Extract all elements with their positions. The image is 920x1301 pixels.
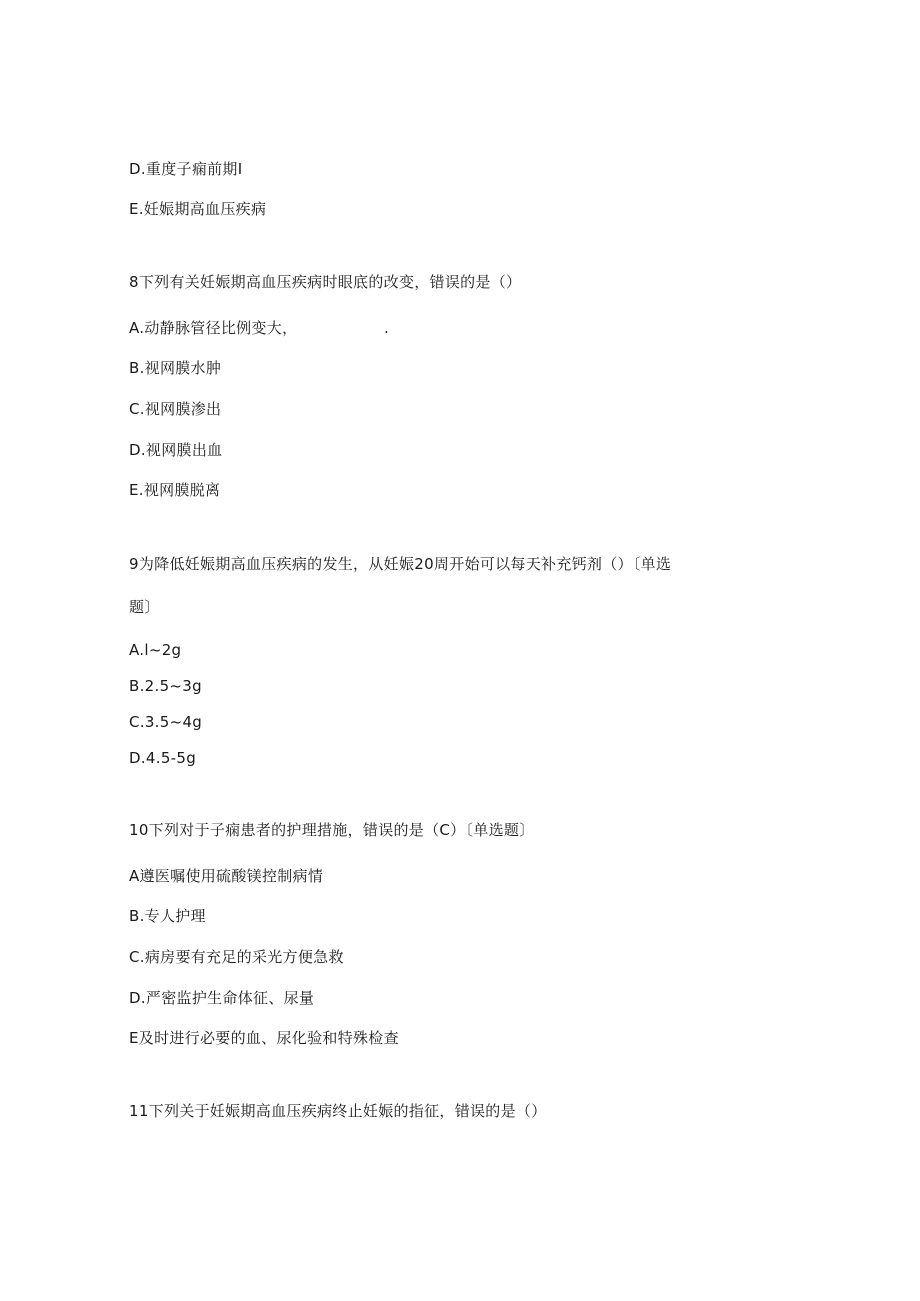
q9-option-a: A.l~2g (129, 641, 182, 659)
q7-option-e: E.妊娠期高血压疾病 (129, 200, 267, 218)
q10-option-e: E及时进行必要的血、尿化验和特殊检查 (129, 1029, 399, 1047)
q8-option-d: D.视网膜出血 (129, 441, 223, 459)
q9-stem-continued: 题〕 (129, 598, 160, 616)
q8-option-c: C.视网膜渗出 (129, 400, 222, 418)
q10-option-b: B.专人护理 (129, 907, 206, 925)
q7-option-d: D.重度子痫前期I (129, 160, 243, 178)
q11-stem: 11下列关于妊娠期高血压疾病终止妊娠的指征，错误的是（） (129, 1102, 547, 1120)
q9-option-d: D.4.5-5g (129, 749, 197, 767)
q10-option-c: C.病房要有充足的采光方便急救 (129, 948, 344, 966)
q9-option-c: C.3.5~4g (129, 713, 203, 731)
q8-option-e: E.视网膜脱离 (129, 481, 221, 499)
q10-option-a: A遵医嘱使用硫酸镁控制病情 (129, 867, 324, 885)
stray-mark: . (384, 319, 389, 337)
q10-option-d: D.严密监护生命体征、尿量 (129, 989, 315, 1007)
q8-option-b: B.视网膜水肿 (129, 359, 222, 377)
q8-option-a: A.动静脉管径比例变大， (129, 319, 298, 337)
q10-stem: 10下列对于子痫患者的护理措施，错误的是（C）〔单选题〕 (129, 821, 535, 839)
q9-option-b: B.2.5~3g (129, 677, 202, 695)
q8-stem: 8下列有关妊娠期高血压疾病时眼底的改变，错误的是（） (129, 273, 522, 291)
q9-stem: 9为降低妊娠期高血压疾病的发生，从妊娠20周开始可以每天补充钙剂（）〔单选 (129, 555, 672, 573)
